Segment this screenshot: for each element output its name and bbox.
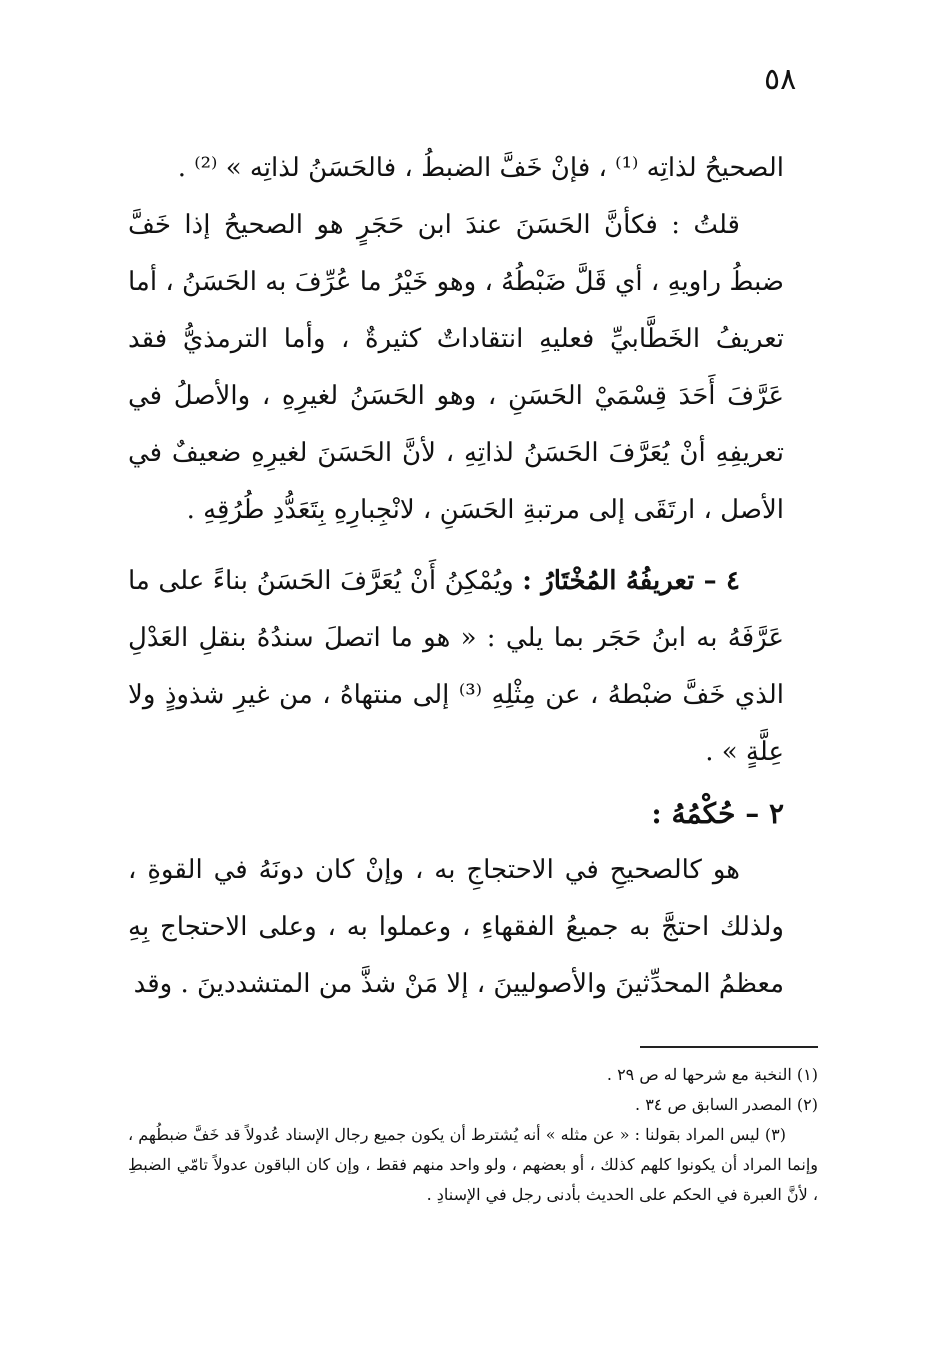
section-heading: ٢ – حُكْمُهُ : [651,797,784,830]
footnotes [128,1060,818,1210]
main-text [128,140,784,1013]
footnote-3: (٣) ليس المراد بقولنا : « عن مثله » أنه يُشترط أن يكون جميع رجال الإسناد عُدولاً قد خَفَّ ضبطُهم ، وإنما المراد أن يكونوا كلهم كذلك ، أو بعضهم ، ولو واحد منهم فقط ، وإن كان الباقون عدولاً تامّي الضبطِ ، لأنَّ العبرة في الحكم على الحديث بأدنى رجل في الإسنادِ . [128,1125,818,1204]
page-number: ٥٨ [764,62,797,97]
footnote-1: (١) النخبة مع شرحها له ص ٢٩ . [606,1065,818,1084]
paragraph-commentary: قلتُ : فكأنَّ الحَسَنَ عندَ ابن حَجَرٍ هو الصحيحُ إذا خَفَّ ضبطُ راويهِ ، أي قَلَّ ضَبْطُهُ ، وهو خَيْرُ ما عُرِّفَ به الحَسَنُ ، أما تعريفُ الخَطَّابيِّ فعليهِ انتقاداتٌ كثيرةٌ ، وأما الترمذيُّ فقد عَرَّفَ أَحَدَ قِسْمَيْ الحَسَنِ ، وهو الحَسَنُ لغيرِهِ ، والأصلُ في تعريفِهِ أنْ يُعَرَّفَ الحَسَنُ لذاتِهِ ، لأنَّ الحَسَنَ لغيرِهِ ضعيفٌ في الأصل ، ارتَقَى إلى مرتبةِ الحَسَنِ ، لانْجِبارِهِ بِتَعَدُّدِ طُرُقِهِ . [128,210,784,525]
paragraph-ruling: هو كالصحيحِ في الاحتجاجِ به ، وإنْ كان دونَهُ في القوةِ ، ولذلك احتجَّ به جميعُ الفقهاءِ ، وعملوا به ، وعلى الاحتجاج بِهِ معظمُ المحدِّثينَ والأصوليينَ ، إلا مَنْ شذَّ من المتشددينَ . وقد [128,855,784,999]
footnote-2: (٢) المصدر السابق ص ٣٤ . [635,1095,818,1114]
definition-text: ويُمْكِنُ أَنْ يُعَرَّفَ الحَسَنُ بناءً على ما عَرَّفَهُ به ابنُ حَجَر بما يلي : « هو ما اتصلَ سندُهُ بنقلِ العَدْلِ الذي خَفَّ ضبْطهُ ، عن مِثْلِهِ ⁽³⁾ إلى منتهاهُ ، من غيرِ شذوذٍ ولا عِلَّةٍ » . [128,566,784,767]
paragraph-definition [128,553,784,781]
definition-label: ٤ – تعريفُهُ المُخْتَارُ : [522,566,741,596]
paragraph-continuation: الصحيحُ لذاتِه ⁽¹⁾ ، فإنْ خَفَّ الضبطُ ، فالحَسَنُ لذاتِه » ⁽²⁾ . [177,153,784,183]
footnote-divider [640,1046,818,1048]
